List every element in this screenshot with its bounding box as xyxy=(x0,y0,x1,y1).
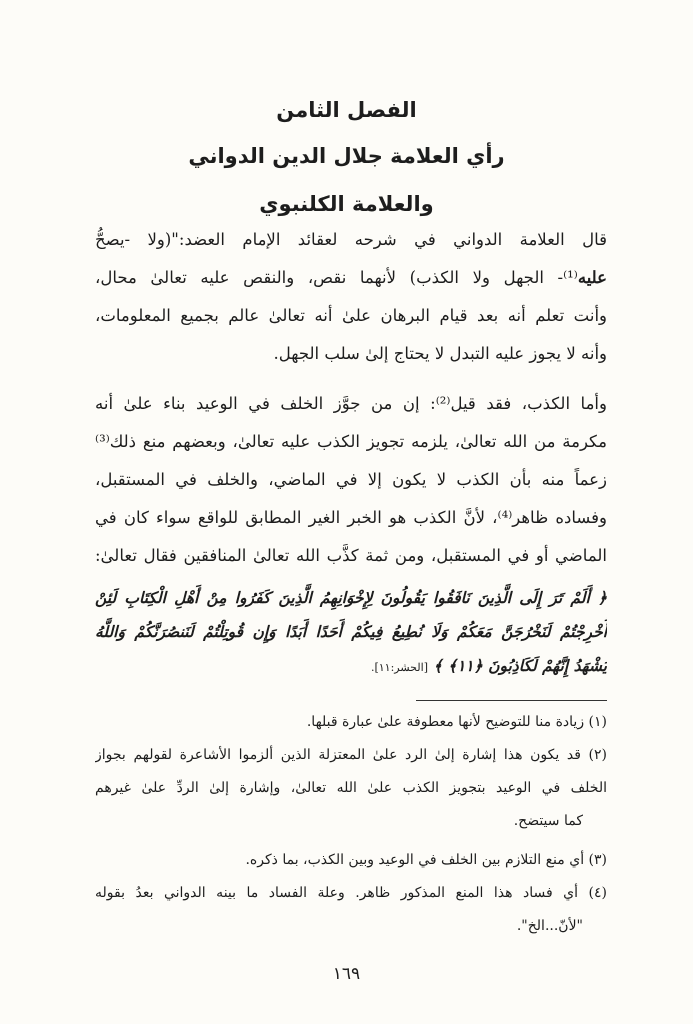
quran-verse-line-2: أُخْرِجْتُمْ لَنَخْرُجَنَّ مَعَكُمْ وَلَا نُطِيعُ فِيكُمْ أَحَدًا أَبَدًا وَإِن قُوتِلْتُمْ لَنَنصُرَنَّكُمْ وَاللَّهُ xyxy=(95,622,607,641)
verse-reference: [الحشر:١١]. xyxy=(370,661,428,674)
quran-verse-line-3 xyxy=(95,649,607,683)
footnote-2-line-3: كما سيتضح. xyxy=(513,813,583,829)
footnote-4-line-1: (٤) أي فساد هذا المنع المذكور ظاهر. وعلة الفساد ما بينه الدواني بعدُ بقوله xyxy=(95,885,607,901)
page-number: ١٦٩ xyxy=(332,964,361,984)
footnote-4-line-2: "لأنّ...الخ". xyxy=(516,918,583,934)
footnote-2-line-1: (٢) قد يكون هذا إشارة إلىٰ الرد علىٰ المعتزلة الذين ألزموا الأشاعرة لقولهم بجواز xyxy=(95,747,607,763)
body-line-3: وأنت تعلم أنه بعد قيام البرهان علىٰ أنه تعالىٰ عالم بجميع المعلومات، xyxy=(95,306,607,325)
quran-verse-line-3-text: يَشْهَدُ إِنَّهُمْ لَكَاذِبُونَ ﴿١١﴾ ﴾ xyxy=(433,656,607,675)
body-line-6: مكرمة من الله تعالىٰ، يلزمه تجويز الكذب عليه تعالىٰ، وبعضهم منع ذلك⁽³⁾ xyxy=(95,432,607,451)
quran-verse-line-1: ﴿ أَلَمْ تَرَ إِلَى الَّذِينَ نَافَقُوا يَقُولُونَ لِإِخْوَانِهِمُ الَّذِينَ كَفَرُوا مِنْ أَهْلِ الْكِتَابِ لَئِنْ xyxy=(95,588,607,607)
body-line-5: وأما الكذب، فقد قيل⁽²⁾: إن من جوَّز الخلف في الوعيد بناء علىٰ أنه xyxy=(95,394,607,413)
chapter-subtitle-1: رأي العلامة جلال الدين الدواني xyxy=(188,144,505,168)
body-line-2 xyxy=(95,259,607,297)
body-line-4: وأنه لا يجوز عليه التبدل لا يحتاج إلىٰ سلب الجهل. xyxy=(273,344,607,363)
body-line-2-text: ⁽¹⁾- الجهل ولا الكذب) لأنهما نقص، والنقص عليه تعالىٰ محال، xyxy=(95,268,578,287)
footnote-1: (١) زيادة منا للتوضيح لأنها معطوفة علىٰ عبارة قبلها. xyxy=(306,714,607,730)
body-line-7: زعماً منه بأن الكذب لا يكون إلا في الماضي، والخلف في المستقبل، xyxy=(95,470,607,489)
footnote-separator xyxy=(416,700,607,701)
body-line-2-emphasis: عليه xyxy=(577,268,607,287)
body-line-8: وفساده ظاهر⁽⁴⁾، لأنَّ الكذب هو الخبر الغير المطابق للواقع سواء كان في xyxy=(95,508,607,527)
footnote-2-line-2: الخلف في الوعيد بتجويز الكذب علىٰ الله تعالىٰ، وإشارة إلىٰ الردِّ علىٰ غيرهم xyxy=(95,780,607,796)
body-line-9: الماضي أو في المستقبل، ومن ثمة كذَّب الله تعالىٰ المنافقين فقال تعالىٰ: xyxy=(95,546,607,565)
body-line-1: قال العلامة الدواني في شرحه لعقائد الإمام العضد:"(ولا -يصحُّ xyxy=(95,230,607,249)
chapter-title: الفصل الثامن xyxy=(276,98,417,122)
chapter-subtitle-2: والعلامة الكلنبوي xyxy=(259,192,434,216)
footnote-3: (٣) أي منع التلازم بين الخلف في الوعيد وبين الكذب، بما ذكره. xyxy=(245,852,607,868)
